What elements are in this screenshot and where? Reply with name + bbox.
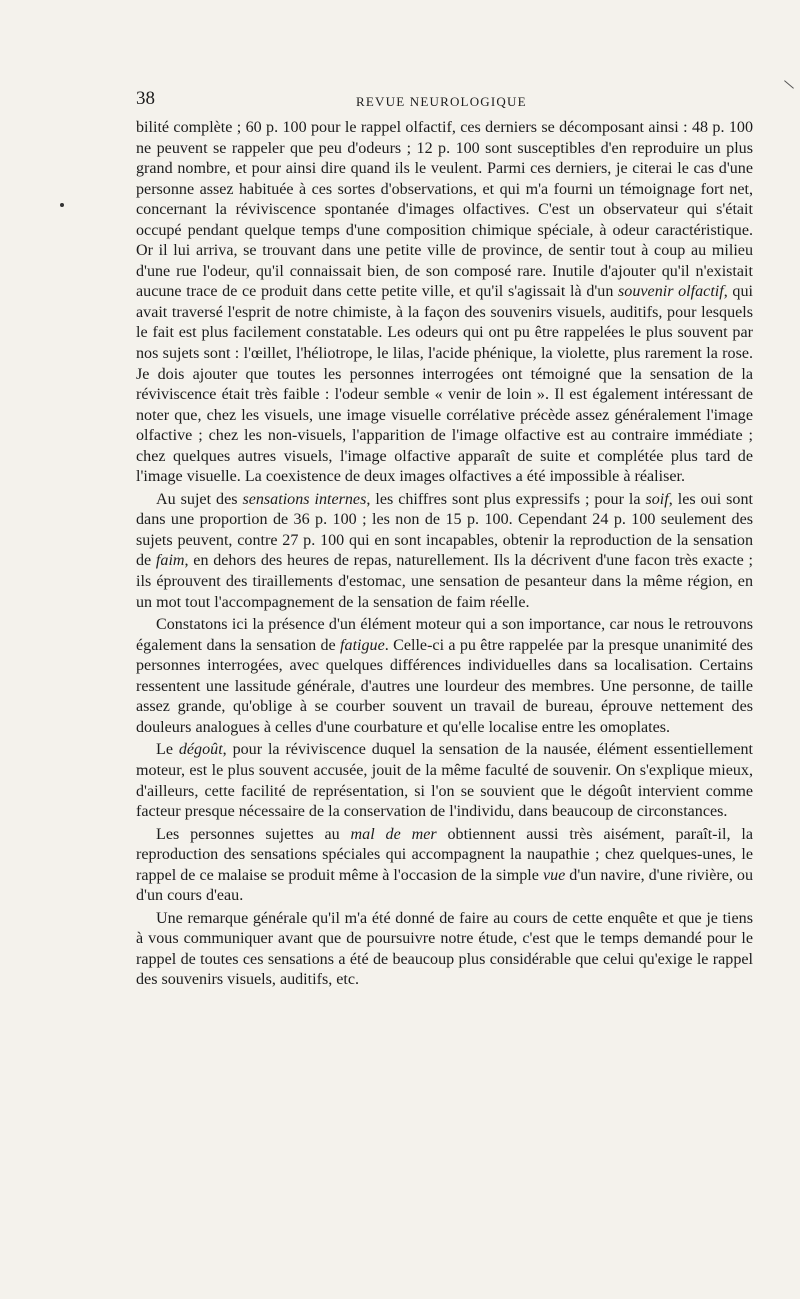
text-run: , qui avait traversé l'esprit de notre chimiste, à la façon des souvenirs visuels, auditifs, pour lesquels le fait est plus facilement constatable. Les odeurs qui ont pu être rappelées le plus souvent par nos sujets sont : l'œillet, l'héliotrope, le lilas, l'acide phénique, la violette, plus rarement la rose. Je dois ajouter que toutes les personnes interrogées ont témoigné que la sensation de la réviviscence était très faible : l'odeur semble « venir de loin ». Il est également intéressant de noter que, chez les visuels, une image visuelle corrélative précède assez généralement l'image olfactive ; chez les non-visuels, l'apparition de l'image olfactive est au contraire immédiate ; chez quelques autres visuels, l'image olfactive apparaît de suite et complétée plus tard de l'image visuelle. La coexistence de deux images olfactives a été impossible à réaliser. bbox=[136, 283, 753, 486]
text-run: bilité complète ; 60 p. 100 pour le rappel olfactif, ces derniers se décomposant ainsi : 48 p. 100 ne peuvent se rappeler que peu d'odeurs ; 12 p. 100 sont susceptibles d'en reproduire un plus grand nombre, et pour ainsi dire quand ils le veulent. Parmi ces derniers, je citerai le cas d'une personne assez habituée à ces sortes d'observations, et qui m'a fourni un témoignage fort net, concernant la réviviscence spontanée d'images olfactives. C'est un observateur qui s'était occupé pendant quelque temps d'une composition chimique spéciale, à odeur caractéristique. Or il lui arriva, se trouvant dans une petite ville de province, de sentir tout à coup au milieu d'une rue l'odeur, qu'il connaissait bien, de son composé rare. Inutile d'ajouter qu'il n'existait aucune trace de ce produit dans cette petite ville, et qu'il s'agissait là d'un bbox=[136, 119, 753, 301]
corner-mark bbox=[784, 80, 794, 88]
text-run: d'un navire, d'une rivière, ou d'un cours d'eau. bbox=[136, 866, 753, 905]
italic-term: fatigue bbox=[340, 636, 385, 654]
italic-term: sensations internes bbox=[242, 490, 367, 508]
page-header bbox=[136, 88, 756, 118]
text-run: obtiennent aussi très aisément, paraît-il, la reproduction des sensations spéciales qui accompagnent la naupathie ; chez quelques-unes, le rappel de ce malaise se produit même à l'occasion de la simple bbox=[136, 825, 753, 884]
italic-term: faim bbox=[155, 552, 185, 570]
paragraph bbox=[136, 740, 753, 822]
italic-term: souvenir olfactif bbox=[618, 283, 724, 301]
italic-term: dégoût bbox=[178, 741, 223, 759]
text-run: Les personnes sujettes au bbox=[156, 825, 351, 843]
text-run: , en dehors des heures de repas, naturellement. Ils la décrivent d'une facon très exacte ; ils éprouvent des tiraillements d'estomac, une sensation de pesanteur dans la même région, en un mot tout l'accompagnement de la sensation de faim réelle. bbox=[136, 552, 753, 611]
running-title: REVUE NEUROLOGIQUE bbox=[356, 94, 527, 109]
paragraph bbox=[136, 118, 753, 488]
italic-term: vue bbox=[542, 866, 566, 884]
paragraph bbox=[136, 909, 753, 991]
text-run: Le bbox=[156, 741, 179, 759]
body-text bbox=[136, 118, 753, 991]
margin-dot bbox=[60, 203, 64, 207]
text-run: , pour la réviviscence duquel la sensation de la nausée, élément essentiellement moteur, est le plus souvent accusée, jouit de la même faculté de souvenir. On s'explique mieux, d'ailleurs, cette facilité de représentation, si l'on se souvient que le dégoût intervient comme facteur presque nécessaire de la conservation de l'individu, dans beaucoup de circonstances. bbox=[136, 741, 753, 821]
text-run: . Celle-ci a pu être rappelée par la presque unanimité des personnes interrogées, avec quelques différences individuelles dans sa localisation. Certains ressentent une lassitude générale, d'autres une lourdeur des membres. Une personne, de taille assez grande, qu'oblige à se courber souvent un travail de bureau, éprouve nettement des douleurs analogues à celles d'une courbature et qu'elle localise entre les omoplates. bbox=[136, 636, 753, 736]
paragraph bbox=[136, 615, 753, 738]
page-number: 38 bbox=[136, 88, 155, 109]
italic-term: soif bbox=[645, 490, 669, 508]
text-run: Une remarque générale qu'il m'a été donné de faire au cours de cette enquête et que je tiens à vous communiquer avant que de poursuivre notre étude, c'est que le temps demandé pour le rappel de toutes ces sensations a été de beaucoup plus considérable que celui qu'exige le rappel des souvenirs visuels, auditifs, etc. bbox=[136, 909, 753, 989]
paragraph bbox=[136, 490, 753, 613]
text-run: Au sujet des bbox=[156, 490, 243, 508]
paragraph bbox=[136, 825, 753, 907]
text-run: Constatons ici la présence d'un élément moteur qui a son importance, car nous le retrouvons également dans la sensation de bbox=[136, 616, 753, 654]
italic-term: mal de mer bbox=[350, 825, 437, 843]
text-run: , les oui sont dans une proportion de 36 p. 100 ; les non de 15 p. 100. Cependant 24 p. 100 seulement des sujets peuvent, contre 27 p. 100 qui en sont incapables, obtenir la reproduction de la sensation de bbox=[136, 490, 753, 570]
text-run: , les chiffres sont plus expressifs ; pour la bbox=[366, 490, 646, 508]
